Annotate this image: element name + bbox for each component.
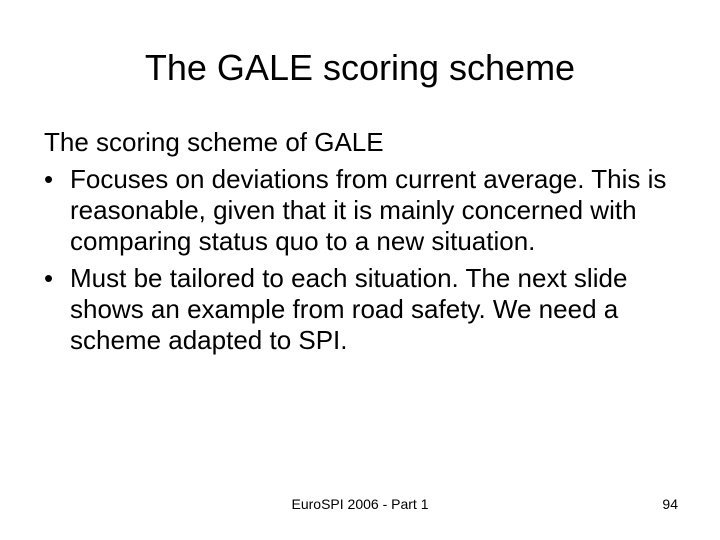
- slide-title: The GALE scoring scheme: [144, 47, 576, 88]
- bullet-icon: •: [44, 263, 54, 293]
- slide-body: [44, 127, 694, 362]
- bullet-text: Must be tailored to each situation. The next slide shows an example from road safety. We need a scheme adapted to SPI.: [70, 263, 628, 355]
- bullet-item: [44, 164, 694, 257]
- page-number: 94: [662, 496, 678, 512]
- bullet-icon: •: [44, 164, 54, 194]
- bullet-list: [44, 164, 694, 356]
- intro-text: The scoring scheme of GALE: [44, 127, 384, 157]
- bullet-item: [44, 263, 694, 356]
- bullet-text: Focuses on deviations from current average. This is reasonable, given that it is mainly concerned with comparing status quo to a new situation.: [70, 164, 667, 256]
- footer-text: EuroSPI 2006 - Part 1: [291, 496, 429, 512]
